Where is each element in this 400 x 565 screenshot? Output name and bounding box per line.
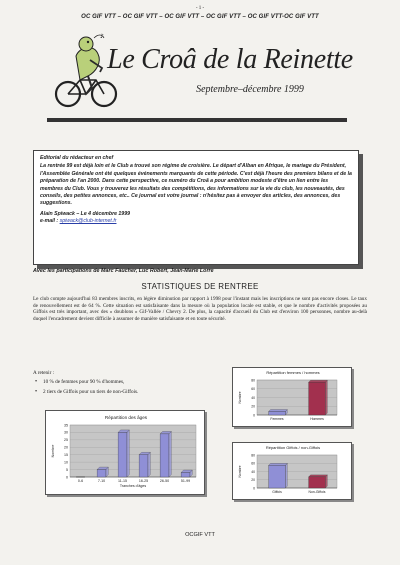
bar-top bbox=[269, 410, 288, 412]
email-label: e-mail : bbox=[40, 218, 60, 225]
stats-title: STATISTIQUES DE RENTREE bbox=[141, 282, 259, 291]
chart-title: Répartition femmes / hommes bbox=[266, 370, 320, 375]
club-banner: OC GIF VTT – OC GIF VTT – OC GIF VTT – OC GIF VTT – OC GIF VTT-OC GIF VTT bbox=[81, 14, 319, 20]
bar-top bbox=[269, 463, 288, 465]
y-tick-label: 20 bbox=[64, 445, 68, 450]
bar bbox=[139, 455, 148, 477]
chart-title: Répartition Giffois / non-Giffois bbox=[265, 445, 321, 450]
key-point: • 10 % de femmes pour 90 % d'hommes, bbox=[33, 379, 153, 386]
x-tick-label: Non-Giffois bbox=[308, 490, 326, 494]
giffois-distribution-chart bbox=[232, 442, 352, 500]
y-tick-label: 80 bbox=[251, 378, 255, 383]
bar bbox=[160, 434, 169, 477]
bar bbox=[97, 470, 106, 477]
issue-date: Septembre–décembre 1999 bbox=[196, 84, 304, 95]
bar bbox=[269, 465, 286, 488]
y-tick-label: 80 bbox=[251, 453, 255, 458]
y-tick-label: 15 bbox=[64, 453, 68, 458]
x-tick-label: 51-99 bbox=[180, 479, 191, 483]
bar-side bbox=[127, 430, 130, 477]
participations-line: Avec les participations de Marc Faucher, Luc Robert, Jean-Marie Lorre bbox=[33, 268, 214, 274]
chart-title: Répartition des âges bbox=[104, 415, 148, 420]
x-axis-label: Tranches d'âges bbox=[119, 484, 147, 488]
gender-distribution-chart bbox=[232, 367, 352, 427]
bar-top bbox=[309, 475, 328, 477]
y-tick-label: 40 bbox=[251, 395, 255, 400]
page-number: - 1 - bbox=[195, 6, 205, 11]
svg-text:♪: ♪ bbox=[100, 33, 104, 40]
y-tick-label: 40 bbox=[251, 469, 255, 474]
y-tick-label: 20 bbox=[251, 478, 255, 483]
newsletter-title: Le Croâ de la Reinette bbox=[107, 44, 353, 75]
bar bbox=[118, 432, 127, 477]
bar bbox=[181, 473, 190, 477]
age-distribution-chart bbox=[45, 410, 205, 495]
y-tick-label: 10 bbox=[64, 460, 68, 465]
bar bbox=[309, 477, 326, 488]
y-tick-label: 0 bbox=[253, 413, 255, 418]
key-points bbox=[33, 370, 153, 399]
bar-side bbox=[285, 463, 287, 488]
key-points-label: A retenir : bbox=[33, 370, 55, 376]
bar-side bbox=[169, 431, 172, 477]
y-tick-label: 5 bbox=[66, 467, 68, 472]
y-axis-label: Nombre bbox=[51, 444, 55, 458]
x-tick-label: 11-15 bbox=[118, 479, 127, 483]
email-link[interactable]: spiwack@club-internet.fr bbox=[59, 218, 117, 225]
giffois-chart-svg bbox=[233, 443, 353, 501]
header-rule bbox=[47, 118, 347, 122]
y-tick-label: 35 bbox=[64, 423, 68, 428]
bar bbox=[309, 382, 326, 415]
editorial-heading: Editorial du rédacteur en chef bbox=[40, 155, 114, 161]
y-tick-label: 20 bbox=[251, 404, 255, 409]
bar-side bbox=[325, 380, 327, 415]
stats-body: Le club compte aujourd'hui 83 membres inscrits, en légère diminution par rapport à 1998 pour l'instant mais les inscriptions ne sont pas encore closes. Le taux de renouvellement est de 64 %. Cette situation est satisfaisante dans la mesure où la population locale est stable, et que le nombre d'activités proposées au Giffois est très important, avec des « doublons » Gif-Vallée / Chevry 2. De plus, la capacité d'accueil du Club est d'environ 100 personnes, nombre au-delà duquel l'encadrement devient difficile à assumer de manière satisfaisante et en toute sécurité. bbox=[33, 296, 367, 322]
editorial-email-line bbox=[40, 218, 352, 225]
bar-side bbox=[325, 475, 327, 488]
bar bbox=[269, 412, 286, 416]
x-tick-label: 7-10 bbox=[97, 479, 106, 483]
y-tick-label: 25 bbox=[64, 438, 68, 443]
editorial-body: La rentrée 99 est déjà loin et le Club a trouvé son régime de croisière. Le départ d'Alban en Afrique, le mariage du Président, l'Assemblée Générale ont été quelques événements marquants de cette période. C'est déjà l'heure des premiers bilans et de la préparation de l'an 2000. Dans cette perspective, ce numéro du Croâ a pour ambition modeste d'être un lien entre les membres du Club. Vous y trouverez les résultats des compétitions, des informations sur la vie du club, les nouveautés, des conseils, des petites annonces, etc.. Ce journal est votre journal : n'hésitez pas à envoyer des articles, des annonces, des suggestions. bbox=[40, 163, 352, 207]
x-tick-label: Giffois bbox=[272, 490, 282, 494]
age-chart-svg bbox=[46, 411, 206, 496]
bar-top bbox=[309, 380, 328, 382]
y-axis-label: Nombre bbox=[238, 391, 242, 404]
plot-area bbox=[70, 425, 196, 477]
editorial-signature: Alain Spiwack – Le 4 décembre 1999 bbox=[40, 210, 130, 217]
y-tick-label: 30 bbox=[64, 430, 68, 435]
bar-side bbox=[148, 452, 151, 477]
page-footer: OCGIF VTT bbox=[185, 532, 215, 538]
key-point: • 2 tiers de Giffois pour un tiers de non-Giffois. bbox=[33, 389, 153, 396]
y-tick-label: 60 bbox=[251, 387, 255, 392]
x-tick-label: 0-6 bbox=[77, 479, 84, 483]
editorial-box bbox=[33, 150, 359, 265]
y-axis-label: Nombre bbox=[238, 465, 242, 478]
gender-chart-svg bbox=[233, 368, 353, 428]
x-tick-label: Femmes bbox=[270, 417, 284, 421]
y-tick-label: 0 bbox=[66, 475, 68, 480]
x-tick-label: Hommes bbox=[310, 417, 324, 421]
x-tick-label: 26-50 bbox=[159, 479, 170, 483]
y-tick-label: 60 bbox=[251, 461, 255, 466]
y-tick-label: 0 bbox=[253, 486, 255, 491]
x-tick-label: 16-25 bbox=[138, 479, 149, 483]
